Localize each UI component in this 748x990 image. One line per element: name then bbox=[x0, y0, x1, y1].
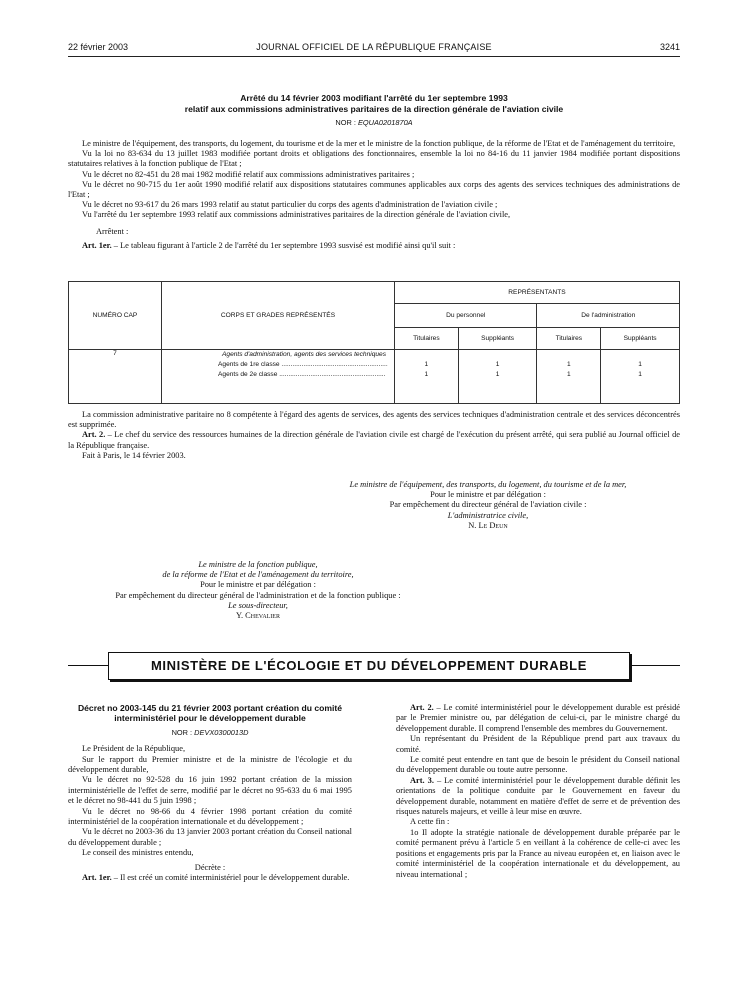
row-title: Agents d'administration, agents des services techniques bbox=[222, 351, 386, 358]
sig2-line-4: Par empêchement du directeur général de l'administration et de la fonction publique : bbox=[115, 590, 401, 600]
col-rep-header: REPRÉSENTANTS bbox=[395, 282, 680, 304]
nor-code: EQUA0201870A bbox=[357, 118, 413, 127]
decret-article-1-text: – Il est créé un comité interministériel pour le développement durable. bbox=[111, 873, 350, 883]
row-grades bbox=[162, 350, 395, 404]
decret-article-3-p3: 1o Il adopte la stratégie nationale de développement durable préparée par le comité permanent prévu à l'article 5 en veillant à la cohérence de celle-ci avec les positions et engagements pris par la France au niveau européen et, en liaison avec le comité interministériel de la coopération internationale et du développement, au niveau international ; bbox=[396, 827, 680, 879]
decret-article-1 bbox=[68, 873, 352, 883]
decret-president: Le Président de la République, bbox=[82, 744, 186, 754]
table-row bbox=[69, 350, 680, 404]
visa-1: Vu la loi no 83-634 du 13 juillet 1983 modifiée portant droits et obligations des fonctionnaires, ensemble la loi no 84-16 du 11 janvier 1984 modifiée portant dispositions statutaires relatives à la fonction publique de l'Etat ; bbox=[68, 149, 680, 169]
row-num: 7 bbox=[69, 350, 162, 404]
decret-article-2-p3: Le comité peut entendre en tant que de besoin le président du Conseil national du développement durable ou toute autre personne. bbox=[396, 755, 680, 775]
page-number: 3241 bbox=[659, 42, 680, 52]
signature-block-2 bbox=[68, 560, 448, 621]
signature-block-1 bbox=[288, 480, 688, 531]
sig2-line-1: Le ministre de la fonction publique, bbox=[198, 560, 318, 569]
decret-left-column bbox=[68, 703, 352, 884]
cap8-suppression: La commission administrative paritaire no 8 compétente à l'égard des agents de services, des agents des services techniques d'administration centrale et des services déconcentrés est supprimée. bbox=[68, 410, 680, 430]
decrete: Décrète : bbox=[194, 862, 226, 872]
sig2-line-2: de la réforme de l'Etat et de l'aménagement du territoire, bbox=[162, 570, 354, 580]
titulaires-admin-values: 1 1 bbox=[537, 350, 601, 404]
decret-conseil: Le conseil des ministres entendu, bbox=[82, 848, 194, 858]
decret-article-2-p2: Un représentant du Président de la République prend part aux travaux du comité. bbox=[396, 734, 680, 754]
arrete-preamble-block bbox=[68, 139, 680, 251]
cap-table bbox=[68, 281, 680, 404]
nor-label: NOR : bbox=[335, 118, 356, 127]
visa-3: Vu le décret no 90-715 du 1er août 1990 modifié relatif aux dispositions statutaires communes applicables aux corps des agents des services techniques des administrations de l'Etat ; bbox=[68, 179, 680, 200]
sig2-line-3: Pour le ministre et par délégation : bbox=[200, 580, 316, 590]
journal-title: JOURNAL OFFICIEL DE LA RÉPUBLIQUE FRANÇAISE bbox=[256, 42, 492, 52]
suppleants-admin-values: 1 1 bbox=[601, 350, 680, 404]
decret-right-column bbox=[396, 703, 680, 880]
titulaires-header-2: Titulaires bbox=[537, 328, 601, 350]
decret-visa-3: Vu le décret no 2003-36 du 13 janvier 2003 portant création du Conseil national du développement durable ; bbox=[68, 827, 352, 847]
sig1-line-3: Par empêchement du directeur général de l'aviation civile : bbox=[389, 500, 587, 510]
sig2-name: Y. Chevalier bbox=[236, 611, 280, 621]
article-2-label: Art. 2. bbox=[82, 430, 106, 440]
arrete-closing-block bbox=[68, 410, 680, 461]
article-1 bbox=[68, 241, 680, 251]
ministere-heading: MINISTÈRE DE L'ÉCOLOGIE ET DU DÉVELOPPEMENT DURABLE bbox=[108, 652, 630, 680]
decret-nor bbox=[68, 728, 352, 738]
arrete-title bbox=[68, 93, 680, 115]
sig1-name: N. Le Deun bbox=[468, 520, 508, 530]
decret-article-2: Art. 2. – Le comité interministériel pour le développement durable est présidé par le Premier ministre ou, par délégation de celui-ci, par le ministre chargé du développement durable. Il comprend l'ensemble des membres du Gouvernement. bbox=[396, 703, 680, 733]
visa-5: Vu l'arrêté du 1er septembre 1993 relatif aux commissions administratives paritaires de la direction générale de l'aviation civile, bbox=[82, 210, 511, 220]
sig2-line-5: Le sous-directeur, bbox=[228, 600, 288, 610]
decret-article-3-p2: A cette fin : bbox=[410, 817, 450, 827]
sig1-line-4: L'administratrice civile, bbox=[447, 510, 529, 520]
decret-rapport: Sur le rapport du Premier ministre et de la ministre de l'écologie et du développement durable, bbox=[68, 754, 352, 775]
arrete-nor bbox=[68, 118, 680, 127]
arrete-preamble: Le ministre de l'équipement, des transports, du logement, du tourisme et de la mer et le ministre de la fonction publique, de la réforme de l'Etat et de l'aménagement du territoire, bbox=[82, 139, 676, 148]
suppleants-header-1: Suppléants bbox=[458, 328, 537, 350]
decret-nor-label: NOR : bbox=[171, 727, 193, 737]
sig1-line-1: Le ministre de l'équipement, des transports, du logement, du tourisme et de la mer, bbox=[349, 480, 627, 489]
titulaires-personnel-values: 1 1 bbox=[395, 350, 459, 404]
fait-a-paris: Fait à Paris, le 14 février 2003. bbox=[82, 450, 186, 460]
arrete-title-line-2: relatif aux commissions administratives paritaires de la direction générale de l'aviation civile bbox=[184, 104, 564, 114]
header-date: 22 février 2003 bbox=[68, 42, 129, 52]
grade-2: Agents de 2e classe .......................................................... bbox=[218, 371, 386, 378]
article-2-text: – Le chef du service des ressources humaines de la direction générale de l'aviation civile est chargé de l'exécution du présent arrêté, qui sera publié au Journal officiel de la République française. bbox=[68, 430, 680, 450]
header-rule bbox=[68, 56, 680, 57]
arrete-title-line-1: Arrêté du 14 février 2003 modifiant l'arrêté du 1er septembre 1993 bbox=[240, 93, 508, 103]
titulaires-header-1: Titulaires bbox=[395, 328, 459, 350]
sub-admin-header: De l'administration bbox=[537, 304, 680, 328]
col-num-header: NUMÉRO CAP bbox=[69, 282, 162, 350]
sig1-line-2: Pour le ministre et par délégation : bbox=[430, 490, 546, 500]
arretent: Arrêtent : bbox=[96, 226, 129, 236]
ministere-rule-right bbox=[631, 665, 680, 666]
visa-2: Vu le décret no 82-451 du 28 mai 1982 modifié relatif aux commissions administratives paritaires ; bbox=[82, 169, 415, 179]
suppleants-header-2: Suppléants bbox=[601, 328, 680, 350]
grade-1: Agents de 1re classe .......................................................... bbox=[218, 361, 388, 368]
article-2 bbox=[68, 430, 680, 450]
decret-article-2-label: Art. 2. bbox=[410, 703, 434, 712]
ministere-rule-left bbox=[68, 665, 108, 666]
article-1-label: Art. 1er. bbox=[82, 240, 112, 250]
article-1-text: – Le tableau figurant à l'article 2 de l'arrêté du 1er septembre 1993 susvisé est modifié ainsi qu'il suit : bbox=[111, 240, 456, 250]
running-header bbox=[68, 42, 680, 56]
decret-nor-code: DEVX0300013D bbox=[194, 727, 249, 737]
decret-title: Décret no 2003-145 du 21 février 2003 portant création du comité interministériel pour le développement durable bbox=[77, 703, 343, 724]
visa-4: Vu le décret no 93-617 du 26 mars 1993 relatif au statut particulier du corps des agents d'administration de l'aviation civile ; bbox=[82, 200, 498, 210]
decret-article-3: Art. 3. – Le comité interministériel pour le développement durable définit les orientations de la politique conduite par le Gouvernement en faveur du développement durable, notamment en matière d'effet de serre et de prévention des risques naturels majeurs, et veille à leur mise en œuvre. bbox=[396, 775, 680, 817]
sub-personnel-header: Du personnel bbox=[395, 304, 537, 328]
decret-visa-1: Vu le décret no 92-528 du 16 juin 1992 portant création de la mission interministérielle de l'effet de serre, modifié par le décret no 95-633 du 6 mai 1995 et le décret no 98-441 du 5 juin 1998 ; bbox=[68, 775, 352, 806]
col-corps-header: CORPS ET GRADES REPRÉSENTÉS bbox=[162, 282, 395, 350]
decret-article-1-label: Art. 1er. bbox=[82, 873, 112, 883]
suppleants-personnel-values: 1 1 bbox=[458, 350, 537, 404]
decret-article-3-label: Art. 3. bbox=[410, 775, 434, 785]
decret-visa-2: Vu le décret no 98-66 du 4 février 1998 portant création du comité interministériel de la coopération internationale et du développement ; bbox=[68, 806, 352, 827]
